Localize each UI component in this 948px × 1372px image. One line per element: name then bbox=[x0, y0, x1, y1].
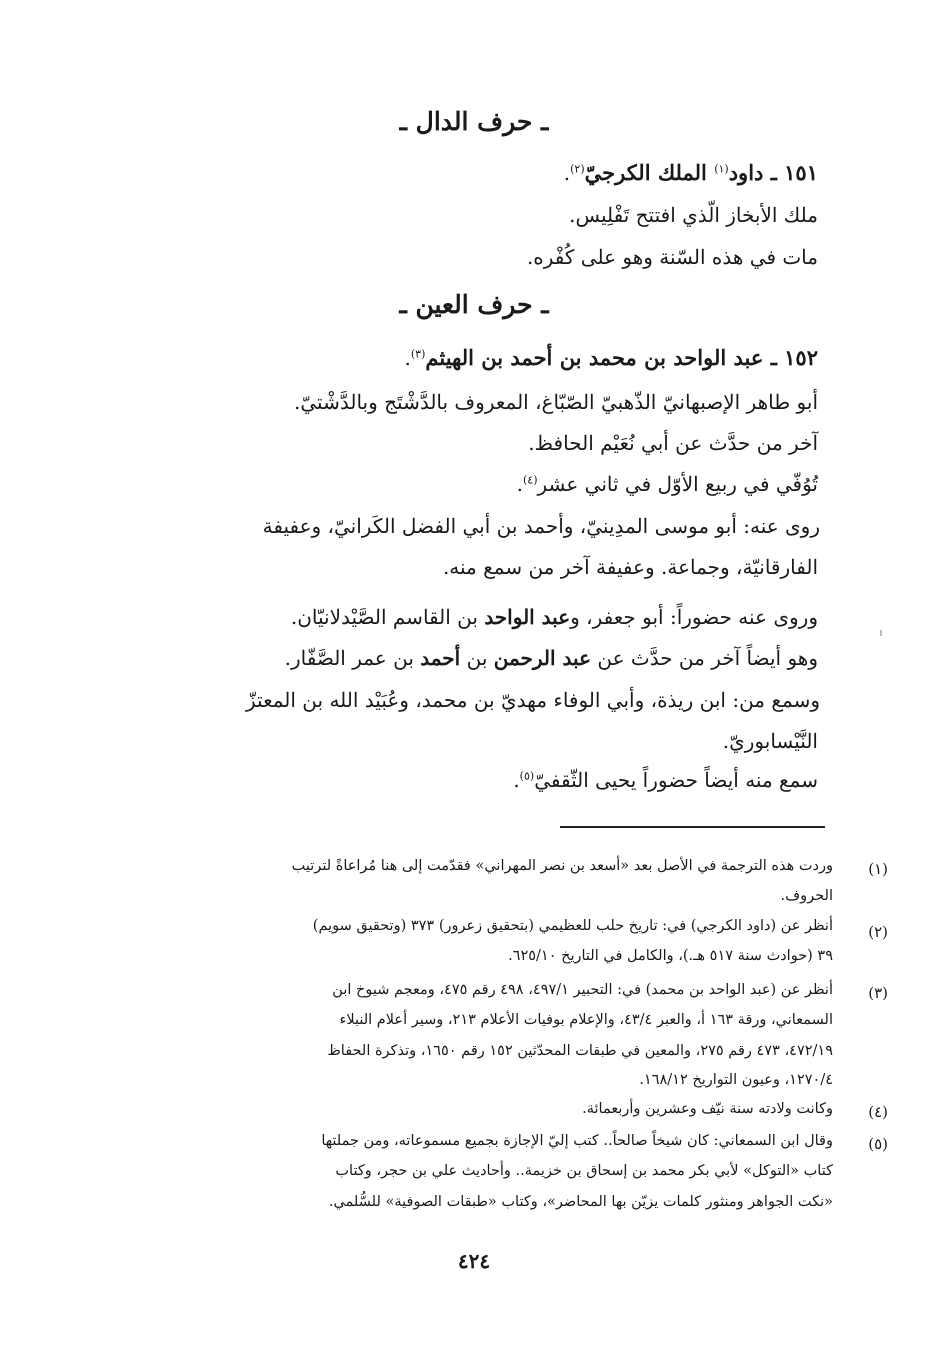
footnote-ref-1: (١) bbox=[714, 162, 729, 176]
entry-151-name: الملك الكرجيّ bbox=[584, 160, 715, 185]
entry-152-line-6-c: بن القاسم الصَّيْدلانيّان. bbox=[290, 605, 485, 629]
entry-152-line-8: وسمع من: ابن ريذة، وأبي الوفاء مهديّ بن محمد، وعُبَيْد الله بن المعتزّ bbox=[246, 688, 820, 712]
footnote-3-line-3: ٤٧٢/١٩، ٤٧٣ رقم ٢٧٥، والمعين في طبقات المحدّثين ١٥٢ رقم ١٦٥٠، وتذكرة الحفاظ bbox=[327, 1043, 833, 1059]
footnote-1-line-1: وردت هذه الترجمة في الأصل بعد «أسعد بن نصر المهراني» فقدّمت إلى هنا مُراعاةً لترتيب bbox=[291, 858, 833, 874]
footnote-2-line-2: ٣٩ (حوادث سنة ٥١٧ هـ.)، والكامل في التاريخ ٦٢٥/١٠. bbox=[508, 948, 833, 964]
entry-152-line-3 bbox=[118, 472, 818, 496]
footnote-5-line-3: «نكت الجواهر ومنثور كلمات يزيّن بها المحاضر»، وكتاب «طبقات الصوفية» للسُّلمي. bbox=[328, 1194, 833, 1210]
entry-151-line-1: ملك الأبخاز الّذي افتتح تَفْلِيس. bbox=[569, 203, 818, 227]
entry-152-line-4: روى عنه: أبو موسى المدِينيّ، وأحمد بن أبي الفضل الكَرانيّ، وعفيفة bbox=[262, 514, 820, 538]
entry-152-name: ١٥٢ ـ عبد الواحد بن محمد بن أحمد بن الهيثم bbox=[425, 345, 818, 370]
entry-152-death: تُوُفّي في ربيع الأوّل في ثاني عشر bbox=[537, 472, 818, 496]
entry-152-line-7-e: بن عمر الصَّفّار. bbox=[284, 646, 421, 670]
entry-152-line-2: آخر من حدَّث عن أبي نُعَيْم الحافظ. bbox=[528, 431, 818, 455]
entry-152-line-7-c: بن bbox=[460, 646, 494, 670]
footnote-ref-4: (٤) bbox=[522, 473, 538, 487]
entry-152-line-7-b: عبد الرحمن bbox=[493, 646, 592, 670]
entry-152-heard-period: . bbox=[513, 768, 520, 792]
footnote-5-number: (٥) bbox=[868, 1135, 888, 1153]
footnote-1-number: (١) bbox=[868, 860, 888, 878]
entry-152-line-9: النَّيْسابوريّ. bbox=[722, 729, 818, 753]
entry-152-line-7-a: وهو أيضاً آخر من حدَّث عن bbox=[591, 646, 818, 670]
entry-151-line-2: مات في هذه السّنة وهو على كُفْره. bbox=[526, 245, 818, 269]
entry-152-line-5: الفارقانيّة، وجماعة. وعفيفة آخر من سمع منه. bbox=[442, 555, 818, 579]
footnote-ref-3: (٣) bbox=[410, 347, 426, 361]
footnote-5-line-1: وقال ابن السمعاني: كان شيخاً صالحاً.. كتب إليّ الإجازة بجميع مسموعاته، ومن جملتها bbox=[321, 1133, 833, 1149]
entry-152-line-7-d: أحمد bbox=[420, 646, 461, 670]
entry-152-line-6 bbox=[118, 605, 818, 629]
footnote-1-line-2: الحروف. bbox=[780, 888, 833, 904]
footnote-4-number: (٤) bbox=[868, 1103, 888, 1121]
entry-152-line-6-b: عبد الواحد bbox=[484, 605, 571, 629]
footnote-3-line-4: ١٢٧٠/٤، وعيون التواريخ ١٦٨/١٢. bbox=[639, 1072, 833, 1088]
footnote-separator bbox=[560, 826, 825, 828]
entry-152-period: . bbox=[404, 346, 411, 370]
entry-151-prefix: ١٥١ ـ داود bbox=[728, 160, 818, 185]
page-number: ٤٢٤ bbox=[457, 1249, 491, 1273]
footnote-ref-2: (٢) bbox=[570, 162, 585, 176]
entry-152-death-period: . bbox=[516, 472, 523, 496]
footnote-2-number: (٢) bbox=[868, 923, 888, 941]
footnote-3-number: (٣) bbox=[868, 984, 888, 1002]
entry-152-line-10 bbox=[118, 768, 818, 792]
footnote-3-line-1: أنظر عن (عبد الواحد بن محمد) في: التحبير ٤٩٧/١، ٤٩٨ رقم ٤٧٥، ومعجم شيوخ ابن bbox=[332, 982, 833, 998]
entry-151-title bbox=[118, 160, 818, 185]
entry-152-line-7 bbox=[118, 646, 818, 670]
entry-152-heard: سمع منه أيضاً حضوراً يحيى الثّقفيّ bbox=[534, 768, 818, 792]
footnote-4-line-1: وكانت ولادته سنة نيّف وعشرين وأربعمائة. bbox=[582, 1101, 833, 1117]
entry-152-title bbox=[118, 345, 818, 370]
footnote-ref-5: (٥) bbox=[519, 769, 535, 783]
scan-speck bbox=[880, 630, 882, 636]
section-heading-dal: ـ حرف الدال ـ bbox=[399, 107, 549, 136]
section-heading-ayn: ـ حرف العين ـ bbox=[399, 290, 549, 319]
entry-152-line-6-a: وروى عنه حضوراً: أبو جعفر، و bbox=[570, 605, 818, 629]
entry-151-period: . bbox=[563, 161, 571, 185]
footnote-3-line-2: السمعاني، ورقة ١٦٣ أ، والعبر ٤٣/٤، والإعلام بوفيات الأعلام ٢١٣، وسير أعلام النبلاء bbox=[339, 1012, 833, 1028]
footnote-2-line-1: أنظر عن (داود الكرجي) في: تاريخ حلب للعظيمي (بتحقيق زعرور) ٣٧٣ (وتحقيق سويم) bbox=[312, 918, 833, 934]
footnote-5-line-2: كتاب «التوكل» لأبي بكر محمد بن إسحاق بن خزيمة.. وأحاديث علي بن حجر، وكتاب bbox=[335, 1163, 833, 1179]
entry-152-line-1: أبو طاهر الإصبهانيّ الذّهبيّ الصّبّاغ، المعروف بالدَّشْتَج وبالدَّشْتيّ. bbox=[294, 390, 818, 414]
